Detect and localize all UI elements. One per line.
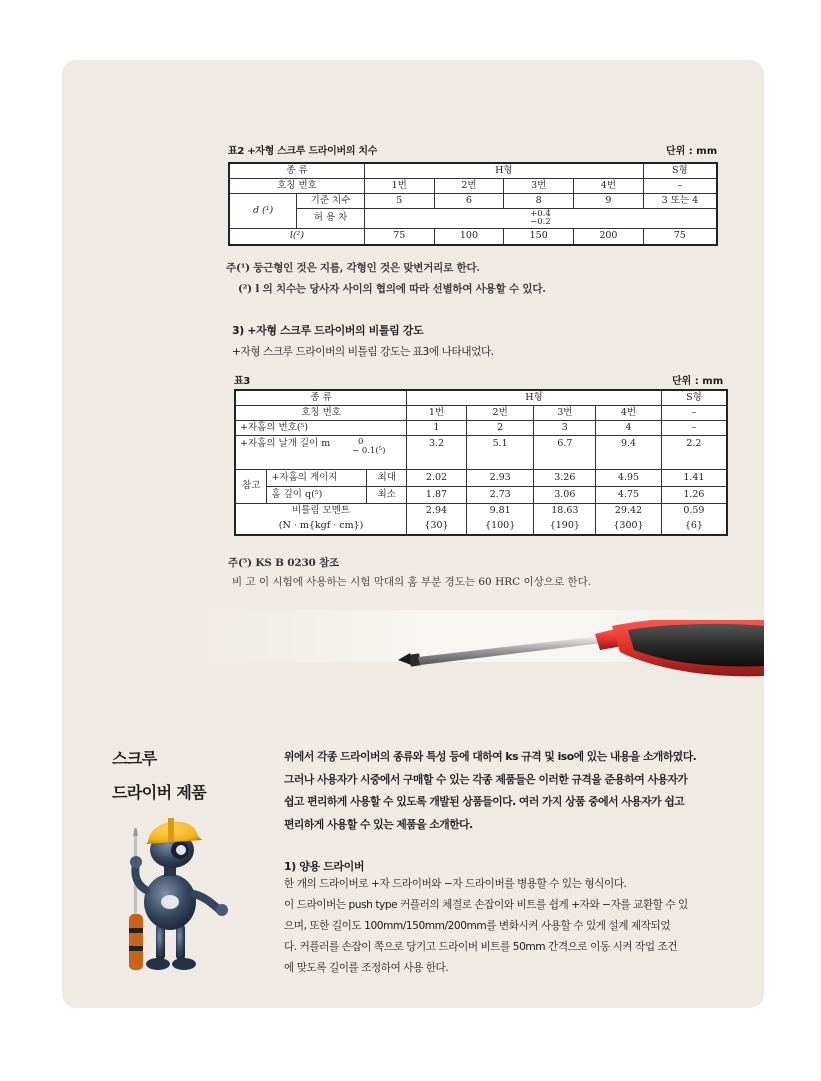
t3-wing-value: 2.2 [661,435,727,469]
robot-image [108,806,238,976]
t3-no: 2번 [466,405,534,420]
section3-text: +자형 스크루 드라이버의 비틀림 강도는 표3에 나타내었다. [232,346,494,358]
t2-l-label: l(²) [229,228,364,245]
table3-title: 표3 [234,376,251,387]
t3-wing-cell [235,435,407,469]
table3 [234,389,728,536]
section1-heading: 1) 양용 드라이버 [284,860,365,873]
t3-moment-cell [466,503,534,535]
t2-std-value: 3 또는 4 [643,193,717,208]
t3-min-value: 4.75 [596,486,662,503]
robot-leg [176,924,185,960]
t2-tol-label: 허 용 차 [297,208,365,228]
t3-min-label: 최소 [367,486,407,503]
section1-line: 에 맞도록 길이를 조정하여 사용 한다. [284,962,449,974]
robot-tool-band [129,946,143,951]
robot-foot [146,958,170,970]
t3-type-label: 종 류 [235,390,407,405]
table3-unit: 단위 : mm [672,376,724,387]
t3-no: 1번 [407,405,467,420]
t2-no: 4번 [574,178,644,193]
t3-wing-tol-bottom: − 0.1(⁵) [352,446,386,457]
t2-l-value: 100 [434,228,504,245]
t3-groove-no: 1 [407,420,467,435]
t3-no: 3번 [534,405,596,420]
table2-unit: 단위 : mm [666,146,718,157]
t3-call-no-label: 호칭 번호 [235,405,407,420]
t3-groove-no: 2 [466,420,534,435]
intro-line: 쉽고 편리하게 사용할 수 있도록 개발된 상품들이다. 여러 가지 상품 중에서 사용자가 쉽고 [284,795,685,808]
t3-min-value: 2.73 [466,486,534,503]
t3-groove-s: – [661,420,727,435]
t3-s-no: – [661,405,727,420]
t3-max-label: 최대 [367,469,407,486]
t3-moment-cell [235,503,407,535]
robot-foot [172,958,196,970]
side-title-line2: 드라이버 제품 [112,783,207,802]
t3-gauge-label: +자홈의 게이지 [267,469,367,486]
t3-moment-cell [596,503,662,535]
t3-wing-label: +자홈의 날개 길이 m [240,437,331,449]
robot-tool-handle [129,914,143,970]
table2-title: 표2 +자형 스크루 드라이버의 치수 [228,146,378,157]
t3-moment-value: 18.63 [551,505,579,517]
t3-moment-cell [534,503,596,535]
t2-std-value: 6 [434,193,504,208]
t3-moment-unit: (N · m{kgf · cm}) [278,520,364,532]
t2-std-value: 8 [504,193,574,208]
robot-leg [156,924,165,960]
table3-note2: 비 고 이 시험에 사용하는 시험 막대의 홈 부분 경도는 60 HRC 이상으로 한다. [232,576,592,588]
robot-tool-tip [133,828,138,836]
t3-wing-tol-top: 0 [358,437,364,448]
robot-hand [130,856,142,868]
intro-paragraph [284,746,754,836]
t3-min-value: 1.26 [661,486,727,503]
t3-wing-value: 5.1 [466,435,534,469]
robot-helmet-ridge [168,818,174,842]
section1-line: 이 드라이버는 push type 커플러의 체결로 손잡이와 비트를 쉽게 +자와 −자를 교환할 수 있 [284,899,688,911]
t2-std-label: 기준 치수 [297,193,365,208]
robot-eye-lens [176,845,186,855]
t3-moment-cell [661,503,727,535]
t2-type-label: 종 류 [229,163,364,178]
t3-moment-value: 9.81 [489,505,511,517]
t3-moment-kgf: {30} [424,520,449,532]
t3-max-value: 4.95 [596,469,662,486]
t2-std-value: 5 [364,193,434,208]
table3-note1: 주(⁵) KS B 0230 참조 [228,557,339,569]
page-panel [62,60,764,1008]
t2-h-type: H형 [364,163,643,178]
t2-no: 1번 [364,178,434,193]
t3-max-value: 1.41 [661,469,727,486]
t3-wing-value: 6.7 [534,435,596,469]
t3-moment-cell [407,503,467,535]
intro-line: 그러나 사용자가 시중에서 구매할 수 있는 각종 제품들은 이러한 규격을 준용하여 사용자가 [284,772,688,786]
t3-wing-value: 3.2 [407,435,467,469]
side-title-line1: 스크루 [112,749,157,768]
t3-min-value: 1.87 [407,486,467,503]
t3-groove-no-label: +자홈의 번호(⁵) [235,420,407,435]
t2-no: 2번 [434,178,504,193]
t3-h-type: H형 [407,390,662,405]
t3-groove-no: 4 [596,420,662,435]
t3-moment-value: 0.59 [683,505,705,517]
section1-line: 한 개의 드라이버로 +자 드라이버와 −자 드라이버를 병용할 수 있는 형식이다. [284,878,627,890]
intro-line: 편리하게 사용할 수 있는 제품을 소개한다. [284,817,473,831]
t2-std-value: 9 [574,193,644,208]
t2-s-type: S형 [643,163,717,178]
t3-moment-value: 29.42 [614,505,643,517]
t3-no: 4번 [596,405,662,420]
robot-hand [216,904,228,916]
t2-no: 3번 [504,178,574,193]
t3-moment-kgf: {100} [485,520,516,532]
robot-arm [194,894,220,910]
robot-tool-band [129,928,143,933]
section1-paragraph [284,874,754,979]
t2-tol-minus: −0.2 [530,217,551,227]
intro-line: 위에서 각종 드라이버의 종류와 특성 등에 대하여 ks 규격 및 iso에 있는 내용을 소개하였다. [284,750,697,763]
t3-s-type: S형 [661,390,727,405]
section1-line: 으며, 또한 길이도 100mm/150mm/200mm를 변화시켜 사용할 수 있게 설계 제작되었 [284,920,671,932]
screwdriver-shaft [418,636,602,665]
t2-l-value: 150 [504,228,574,245]
t2-s-no: – [643,178,717,193]
t3-max-value: 2.93 [466,469,534,486]
t3-max-value: 3.26 [534,469,596,486]
t2-tolerance [364,208,717,228]
t3-groove-no: 3 [534,420,596,435]
t3-moment-kgf: {190} [549,520,580,532]
t2-l-value: 75 [364,228,434,245]
robot-chest-light [161,895,179,909]
t2-l-value: 200 [574,228,644,245]
t3-depth-label: 홈 깊이 q(⁵) [267,486,367,503]
t3-moment-label: 비틀림 모멘트 [292,505,351,517]
t3-min-value: 3.06 [534,486,596,503]
screwdriver-image [390,620,764,694]
table2 [228,162,718,246]
section1-line: 다. 커플러를 손잡이 쪽으로 당기고 드라이버 비트를 50mm 간격으로 이동 시켜 작업 조건 [284,941,678,953]
section3-heading: 3) +자형 스크루 드라이버의 비틀림 강도 [232,324,424,337]
t3-wing-value: 9.4 [596,435,662,469]
t3-moment-kgf: {6} [684,520,703,532]
t2-tol-plus: +0.4 [530,209,551,219]
t2-l-value: 75 [643,228,717,245]
t3-moment-value: 2.94 [425,505,448,517]
t3-ref-label: 참고 [235,469,267,503]
table2-note1: 주(¹) 둥근형인 것은 지름, 각형인 것은 맞변거리로 한다. [226,262,480,274]
table2-note2: (²) l 의 치수는 당사자 사이의 협의에 따라 선별하여 사용할 수 있다. [238,283,546,295]
t3-moment-kgf: {300} [613,520,644,532]
t2-d-label: d (¹) [229,193,297,228]
t2-call-no-label: 호칭 번호 [229,178,364,193]
t3-max-value: 2.02 [407,469,467,486]
